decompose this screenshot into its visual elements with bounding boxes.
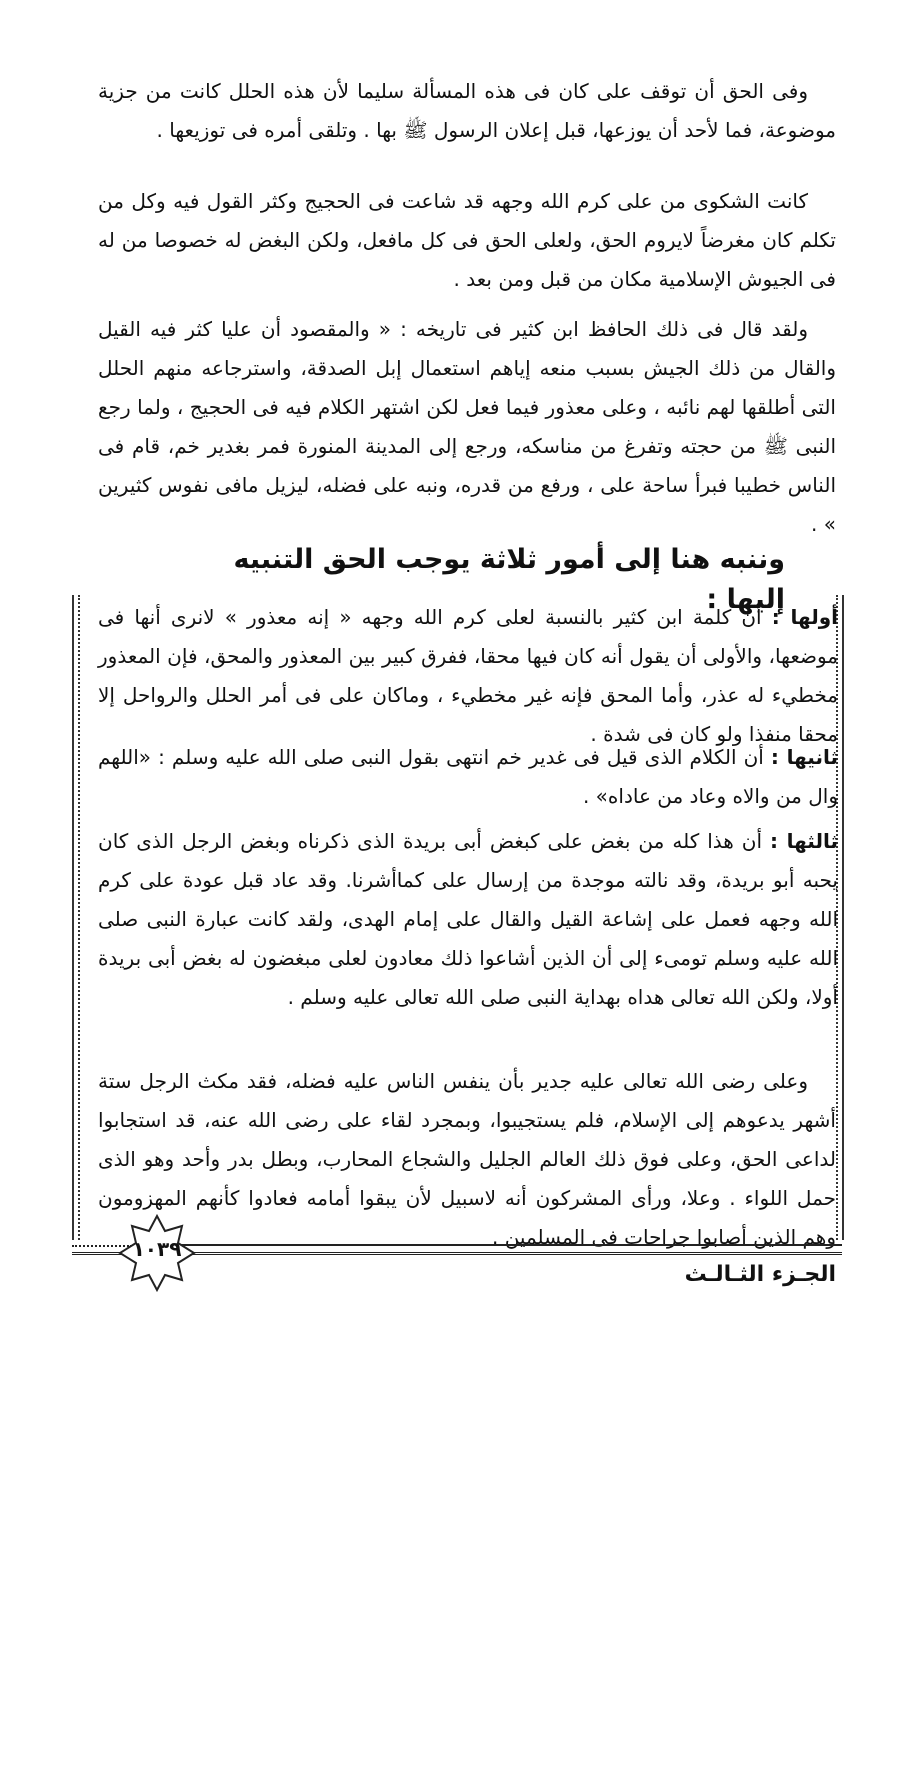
point-1-text: أن كلمة ابن كثير بالنسبة لعلى كرم الله وجهه « إنه معذور » لانرى أنها فى موضعها، والأولى أن يقول أنه كان فيها محقا، ففرق كبير بين المعذور والمحق، فإن المعذور مخطيء له عذر، وأما المحق فإنه غير مخطيء ، وماكان على فى أمر الحلل والرواحل إلا محقا منفذا ولو كان فى شدة . bbox=[98, 605, 838, 746]
paragraph-1-text: وفى الحق أن توقف على كان فى هذه المسألة سليما لأن هذه الحلل كانت من جزية موضوعة، فما لأحد أن يوزعها، قبل إعلان الرسول ﷺ بها . وتلقى أمره فى توزيعها . bbox=[98, 79, 836, 142]
page-number: ١٠٣٩ bbox=[132, 1237, 182, 1261]
paragraph-3 bbox=[98, 310, 836, 544]
section-heading: وننبه هنا إلى أمور ثلاثة يوجب الحق التنبيه إليها : bbox=[233, 544, 785, 615]
point-1-label: أولها : bbox=[771, 605, 838, 629]
running-title: الجـزء الثـالـث bbox=[684, 1262, 836, 1287]
point-2-text: أن الكلام الذى قيل فى غدير خم انتهى بقول النبى صلى الله عليه وسلم : «اللهم وال من والاه وعاد من عاداه» . bbox=[98, 745, 838, 808]
footer-rule bbox=[178, 1244, 842, 1246]
point-3-label: ثالثها : bbox=[770, 829, 838, 853]
point-2 bbox=[98, 738, 838, 816]
paragraph-1 bbox=[98, 72, 836, 150]
point-2-label: ثانيها : bbox=[770, 745, 838, 769]
point-3 bbox=[98, 822, 838, 1017]
paragraph-2 bbox=[98, 182, 836, 299]
paragraph-4 bbox=[98, 1062, 836, 1257]
paragraph-2-text: كانت الشكوى من على كرم الله وجهه قد شاعت فى الحجيج وكثر القول فيه وكل من تكلم كان مغرضاً لايروم الحق، ولعلى الحق فى كل مافعل، ولكن البغض له خصوصا من له فى الجيوش الإسلامية مكان من قبل ومن بعد . bbox=[98, 189, 836, 291]
paragraph-4-text: وعلى رضى الله تعالى عليه جدير بأن ينفس الناس عليه فضله، فقد مكث الرجل ستة أشهر يدعوهم إلى الإسلام، فلم يستجيبوا، وبمجرد لقاء على رضى الله عنه، قد استجابوا لداعى الحق، وعلى فوق ذلك العالم الجليل والشجاع المحارب، وبطل بدر وأحد وهو الذى حمل اللواء . وعلا، ورأى المشركون أنه لاسبيل لأن يبقوا أمامه فعادوا كأنهم المهزومون وهم الذين أصابوا جراحات فى المسلمين . bbox=[98, 1069, 836, 1249]
box-border-left bbox=[72, 595, 80, 1240]
point-3-text: أن هذا كله من بغض على كبغض أبى بريدة الذى ذكرناه وبغض الرجل الذى كان يحبه أبو بريدة، وقد نالته موجدة من إرسال على كماأشرنا. وقد عاد قبل عودة على كرم الله وجهه فعمل على إشاعة القيل والقال على إمام الهدى، ولقد كانت عبارة النبى صلى الله عليه وسلم تومىء إلى أن الذين أشاعوا ذلك معادون لعلى مبغضون له بغض أبى بريدة أولا، ولكن الله تعالى هداه بهداية النبى صلى الله تعالى عليه وسلم . bbox=[98, 829, 838, 1009]
point-1 bbox=[98, 598, 838, 754]
paragraph-3-text: ولقد قال فى ذلك الحافظ ابن كثير فى تاريخه : « والمقصود أن عليا كثر فيه القيل والقال من ذلك الجيش بسبب منعه إياهم استعمال إبل الصدقة، واسترجاعه منهم الحلل التى أطلقها لهم نائبه ، وعلى معذور فيما فعل لكن اشتهر الكلام فيه فى الحجيج ، ولما رجع النبى ﷺ من حجته وتفرغ من مناسكه، ورجع إلى المدينة المنورة فمر بغدير خم، قام فى الناس خطيبا فبرأ ساحة على ، ورفع من قدره، ونبه على فضله، ليزيل مافى نفوس كثيرين » . bbox=[98, 317, 836, 536]
